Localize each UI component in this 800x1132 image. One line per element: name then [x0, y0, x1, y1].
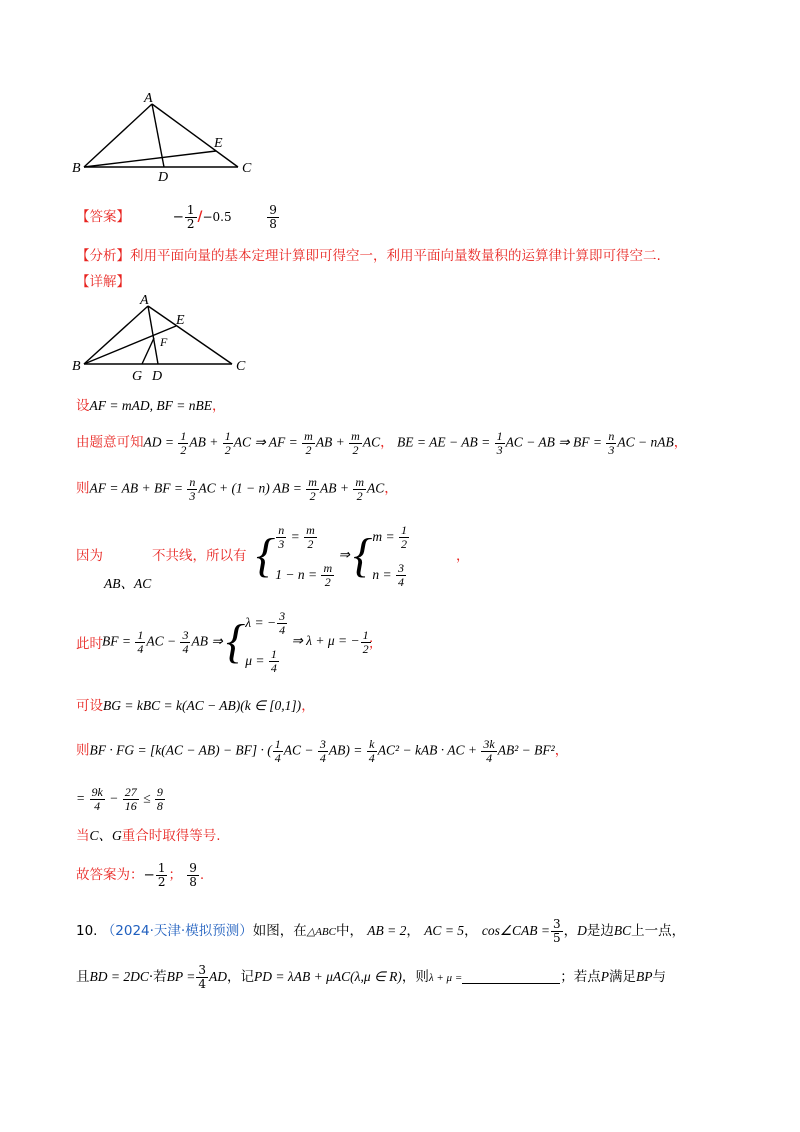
answer-tag: 【答案】 [76, 209, 130, 225]
q10-tri: △ABC [306, 926, 336, 938]
detail-line-1 [76, 396, 225, 416]
triangle-figure-1 [70, 90, 270, 182]
l10-pre: 故答案为： [76, 867, 144, 883]
l2-post: ， [673, 434, 688, 451]
q10-source: （2024·天津·模拟预测） [101, 923, 253, 939]
q10-ad: AD [209, 969, 228, 984]
q10-number: 10. [76, 923, 98, 939]
fig2-label-c: C [236, 359, 246, 374]
q10-bc: BC [613, 923, 632, 938]
fig2-label-b: B [72, 359, 81, 374]
l1-pre: 设 [76, 398, 90, 414]
fig1-label-b: B [72, 161, 81, 176]
answer-blank[interactable] [462, 971, 560, 984]
analysis-tag: 【分析】 [76, 248, 130, 264]
q10-d: D [577, 923, 587, 938]
q10-t10: ，记 [227, 969, 255, 985]
fig1-label-a: A [144, 91, 153, 106]
fig2-label-e: E [176, 313, 185, 328]
l6-post: ， [301, 698, 315, 714]
l4-pre: 因为 [76, 548, 103, 564]
l9-pre: 当 [76, 828, 90, 844]
q10-t2: 中， [335, 923, 363, 939]
detail-tag: 【详解】 [76, 274, 130, 290]
fig2-label-a: A [140, 293, 149, 308]
q10-ac: AC = 5 [424, 923, 465, 938]
q10-t5: ， [563, 923, 578, 939]
l9-math: C、G [89, 828, 122, 843]
q10-ab: AB = 2 [367, 923, 407, 938]
l10-sep: ； [168, 867, 182, 883]
fig2-label-d: D [152, 369, 163, 384]
detail-line-9 [76, 826, 221, 846]
l2-pre: 由题意可知 [76, 434, 144, 451]
q10-t4: ， [464, 923, 478, 939]
detail-line-8: = $\frac{9k}{4}$ − $\frac{27}{16}$ ≤ $\frac{9}{8}$ [76, 785, 163, 813]
q10-bp2: BP [636, 969, 653, 984]
l7-pre: 则 [76, 742, 90, 759]
q10-t3: ， [406, 923, 420, 939]
l3-pre: 则 [76, 480, 90, 497]
l7-post: ， [554, 742, 569, 759]
l4-mid: 不共线，所以有 [152, 548, 247, 564]
q10-t9: ·若 [148, 969, 167, 985]
answer-1-fraction: $\frac{1}{2}$ [186, 203, 195, 231]
question-10-line-1 [76, 918, 685, 945]
detail-line-7: 则BF · FG = [k(AC − AB) − BF] · ( $\frac{1}{4}$ AC − $\frac{3}{4}$ AB) = $\frac{k}{4}$ AC² − kAB · AC + $\frac{3k}{4}$ AB² − BF²， [76, 737, 569, 765]
l6-pre: 可设 [76, 698, 103, 714]
l6-math: BG = kBC = k(AC − AB)(k ∈ [0,1]) [103, 698, 302, 713]
q10-t13: 满足 [609, 969, 636, 985]
q10-t11: ，则 [401, 969, 429, 985]
l10-post: . [199, 867, 205, 883]
q10-t8: 且 [76, 969, 90, 985]
fig1-label-c: C [242, 161, 252, 176]
q10-p: P [600, 969, 609, 984]
q10-bd: BD = 2DC [89, 969, 149, 984]
analysis-text: 利用平面向量的基本定理计算即可得空一，利用平面向量数量积的运算律计算即可得空二. [130, 248, 661, 264]
l4-post: ， [456, 548, 470, 564]
q10-t12: ；若点 [560, 969, 601, 985]
l1-math: AF = mAD, BF = nBE [89, 398, 212, 413]
q10-t7: 上一点， [631, 923, 686, 939]
q10-lambda-mu: λ + μ = [428, 972, 463, 984]
q10-cos: cos∠CAB = [481, 923, 550, 938]
q10-t1: 如图，在 [252, 923, 307, 939]
answer-2-fraction: $\frac{9}{8}$ [269, 203, 277, 231]
l2-sep: ， [380, 434, 394, 451]
q10-bp-fraction: $\frac{3}{4}$ [198, 963, 207, 991]
l5-pre: 此时 [76, 636, 103, 652]
q10-t14: 与 [652, 969, 666, 985]
question-10-line-2 [76, 964, 666, 991]
analysis-line [76, 246, 661, 266]
l4-vec: AB、AC [104, 576, 152, 591]
fig2-label-f: F [160, 335, 168, 349]
q10-t6: 是边 [586, 923, 614, 939]
l3-post: ， [384, 480, 398, 497]
fig1-label-d: D [158, 170, 169, 182]
l1-post: ， [211, 398, 226, 414]
l9-post: 重合时取得等号. [121, 828, 221, 844]
detail-line-2: 由题意可知AD = $\frac{1}{2}$ AB + $\frac{1}{2}$ AC ⇒ AF = $\frac{m}{2}$ AB + $\frac{m}{2}$ AC， BE = AE − AB = $\frac{1}{3}$ AC − AB ⇒ BF = $\frac{n}{3}$ AC − nAB， [76, 429, 688, 457]
triangle-figure-2 [70, 292, 270, 384]
answer-slash: / [197, 209, 203, 225]
l5-post: ； [368, 636, 382, 652]
q10-pd: PD = λAB + μAC(λ,μ ∈ R) [254, 969, 402, 984]
answer-1-sign: − [172, 209, 184, 225]
q10-cos-fraction: $\frac{3}{5}$ [552, 917, 561, 945]
detail-line-3: 则AF = AB + BF = $\frac{n}{3}$ AC + (1 − n) AB = $\frac{m}{2}$ AB + $\frac{m}{2}$ AC， [76, 475, 398, 503]
detail-line-10: 故答案为：− $\frac{1}{2}$ ； $\frac{9}{8}$ . [76, 861, 205, 889]
answer-1-alt: −0.5 [202, 210, 232, 224]
detail-line-6 [76, 696, 315, 716]
fig1-label-e: E [214, 136, 223, 151]
q10-bp: BP = [166, 969, 196, 984]
fig2-label-g: G [132, 369, 143, 384]
answer-line [76, 204, 280, 231]
